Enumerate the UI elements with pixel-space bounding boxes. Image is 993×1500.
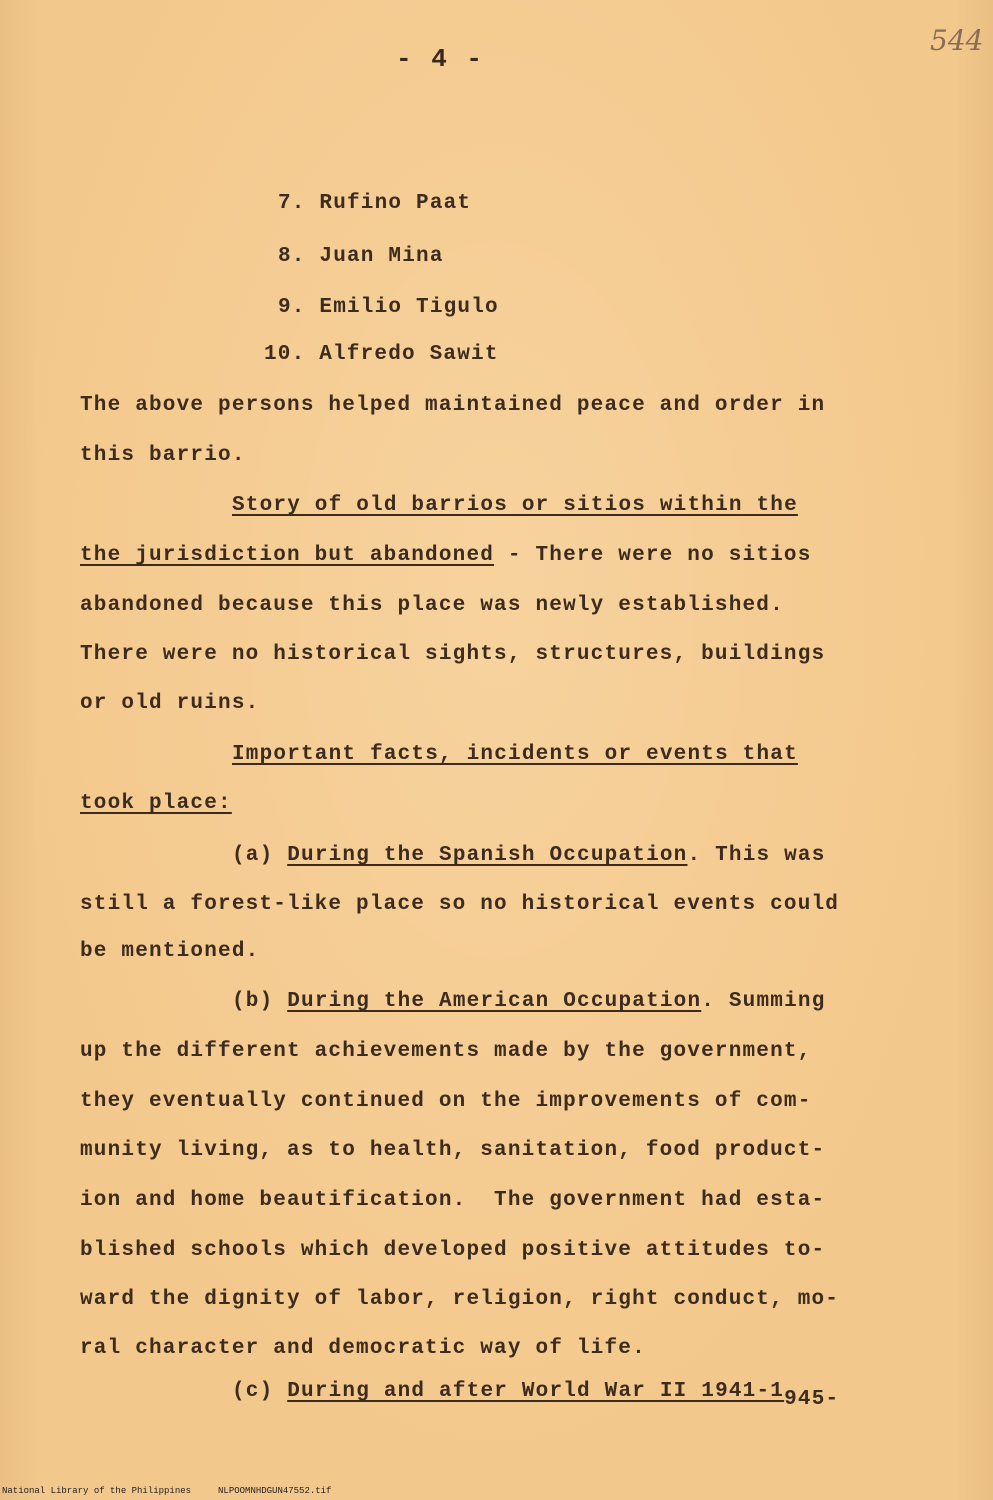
paragraph-line: this barrio. — [80, 444, 246, 467]
paragraph-text: . This was — [687, 844, 826, 867]
list-item: 10. Alfredo Sawit — [264, 343, 499, 366]
paragraph-line: ral character and democratic way of life. — [80, 1337, 646, 1360]
item-title: During the American Occupation — [287, 990, 702, 1013]
item-title-tail: 945- — [784, 1388, 840, 1411]
list-item: 7. Rufino Paat — [278, 192, 472, 215]
section-heading-continued: the jurisdiction but abandoned — [80, 544, 495, 567]
paragraph-line: ward the dignity of labor, religion, right conduct, mo- — [80, 1288, 840, 1311]
paragraph-line: munity living, as to health, sanitation, food product- — [80, 1139, 826, 1162]
item-title: During the Spanish Occupation — [287, 844, 688, 867]
list-item: 9. Emilio Tigulo — [278, 296, 499, 319]
paragraph-line: blished schools which developed positive attitudes to- — [80, 1239, 826, 1262]
paragraph-line: The above persons helped maintained peace and order in — [80, 394, 826, 417]
section-heading: Important facts, incidents or events that — [232, 743, 798, 766]
item-label: (c) — [232, 1380, 274, 1403]
paragraph-line: still a forest-like place so no historical events could — [80, 893, 840, 916]
item-label: (b) — [232, 990, 274, 1013]
list-item: 8. Juan Mina — [278, 245, 444, 268]
paragraph-text: - There were no sitios — [494, 544, 812, 567]
paragraph-line: up the different achievements made by the government, — [80, 1040, 812, 1063]
paragraph-line — [80, 544, 812, 567]
paragraph-line: abandoned because this place was newly established. — [80, 594, 784, 617]
handwritten-page-number: 544 — [930, 24, 984, 57]
paragraph-line: they eventually continued on the improvements of com- — [80, 1090, 812, 1113]
item-label: (a) — [232, 844, 274, 867]
paragraph-line: ion and home beautification. The government had esta- — [80, 1189, 826, 1212]
paragraph-line: be mentioned. — [80, 940, 260, 963]
paragraph-line: or old ruins. — [80, 692, 260, 715]
page-number: - 4 - — [396, 44, 485, 74]
paragraph-text: . Summing — [701, 990, 826, 1013]
paragraph-line — [232, 844, 826, 867]
paragraph-line — [232, 1380, 840, 1411]
paragraph-line — [232, 990, 826, 1013]
section-heading-continued: took place: — [80, 792, 232, 815]
item-title: During and after World War II 1941-1 — [287, 1380, 785, 1403]
paragraph-line: There were no historical sights, structures, buildings — [80, 643, 826, 666]
section-heading: Story of old barrios or sitios within the — [232, 494, 798, 517]
scan-footer: National Library of the Philippines NLPOOMNHDGUN47552.tif — [2, 1486, 332, 1496]
